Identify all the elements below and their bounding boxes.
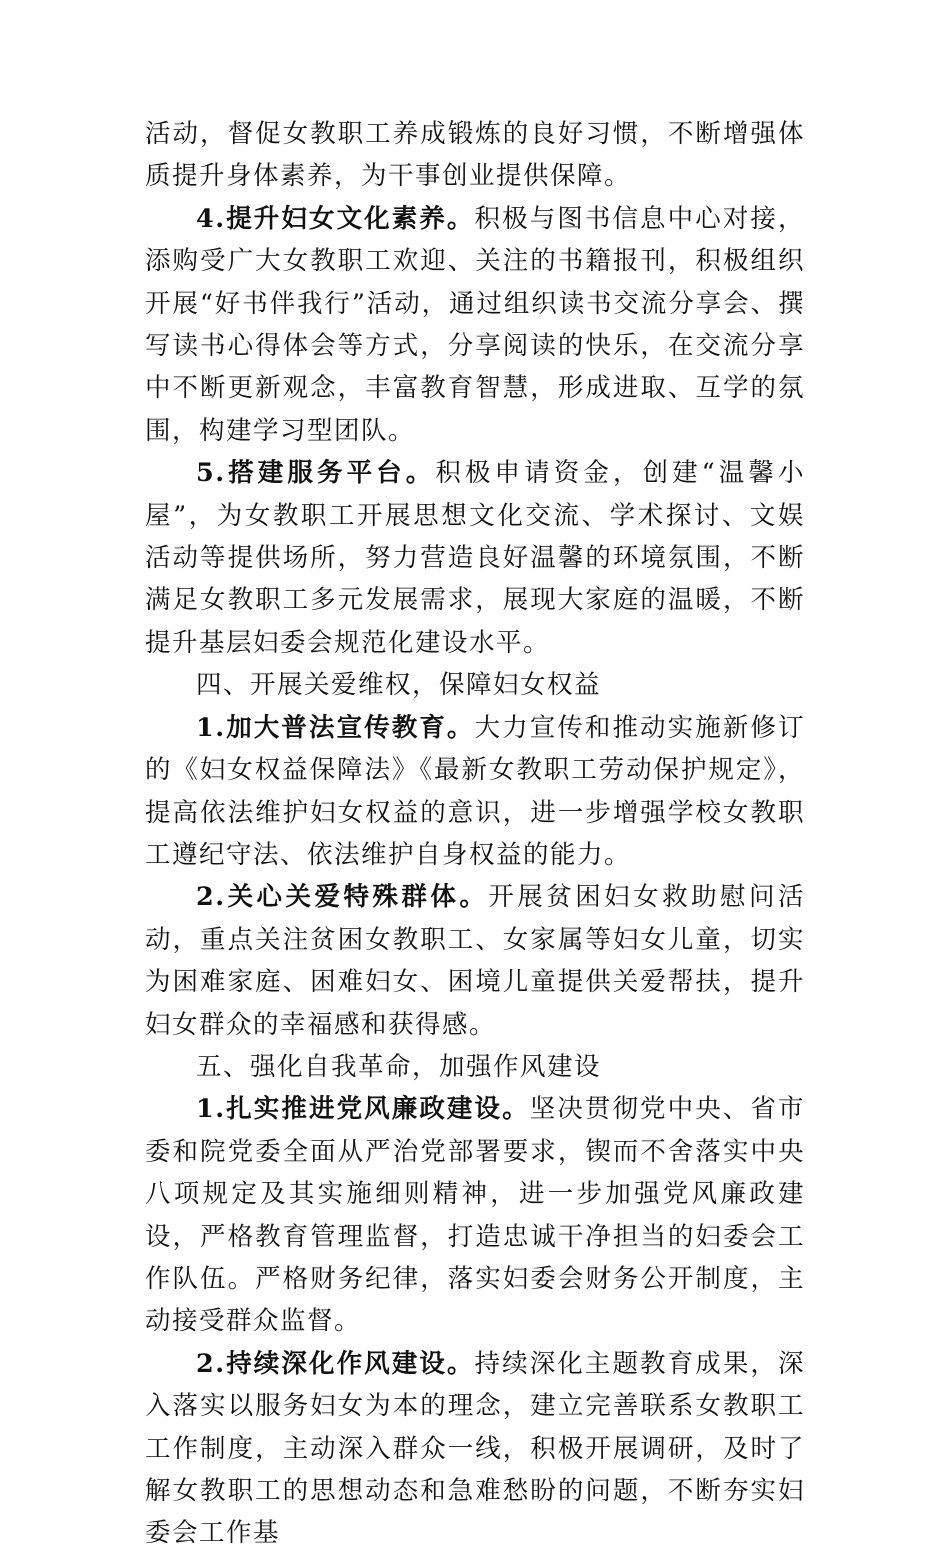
- paragraph-lead: 4.提升妇女文化素养。: [196, 203, 475, 234]
- paragraph-text: 持续深化主题教育成果，深入落实以服务妇女为本的理念，建立完善联系女教职工工作制度，主动深入群众一线，积极开展调研，及时了解女教职工的思想动态和急难愁盼的问题，不断夯实妇委会工作基: [145, 1348, 805, 1549]
- paragraph-special-groups: [145, 876, 805, 1046]
- paragraph-text: 开展贫困妇女救助慰问活动，重点关注贫困女教职工、女家属等妇女儿童，切实为困难家庭、困难妇女、困境儿童提供关爱帮扶，提升妇女群众的幸福感和获得感。: [145, 882, 805, 1040]
- paragraph-culture: [145, 198, 805, 452]
- paragraph-lead: 1.扎实推进党风廉政建设。: [196, 1094, 530, 1125]
- paragraph-text: 积极申请资金，创建“温馨小屋”，为女教职工开展思想文化交流、学术探讨、文娱活动等提供场所，努力营造良好温馨的环境氛围，不断满足女教职工多元发展需求，展现大家庭的温暖，不断提升基层妇委会规范化建设水平。: [145, 458, 805, 658]
- paragraph-text: 大力宣传和推动实施新修订的《妇女权益保障法》《最新女教职工劳动保护规定》，提高依法维护妇女权益的意识，进一步增强学校女教职工遵纪守法、依法维护自身权益的能力。: [145, 712, 805, 870]
- paragraph-service-platform: [145, 452, 805, 664]
- paragraph-text: 积极与图书信息中心对接，添购受广大女教职工欢迎、关注的书籍报刊，积极组织开展“好书伴我行”活动，通过组织读书交流分享会、撰写读书心得体会等方式，分享阅读的快乐，在交流分享中不断更新观念，丰富教育智慧，形成进取、互学的氛围，构建学习型团队。: [145, 203, 805, 446]
- paragraph-law-education: [145, 707, 805, 877]
- paragraph-text: 活动，督促女教职工养成锻炼的良好习惯，不断增强体质提升身体素养，为干事创业提供保障。: [145, 119, 805, 192]
- paragraph-integrity: [145, 1088, 805, 1342]
- document-page: [145, 113, 805, 1555]
- paragraph-lead: 2.持续深化作风建设。: [196, 1348, 475, 1379]
- section-heading-4: 四、开展关爱维权，保障妇女权益: [196, 670, 602, 701]
- paragraph-lead: 1.加大普法宣传教育。: [196, 712, 475, 743]
- paragraph-continuation: [145, 113, 805, 198]
- paragraph-lead: 5.搭建服务平台。: [196, 458, 436, 489]
- paragraph-work-style: [145, 1343, 805, 1555]
- paragraph-text: 坚决贯彻党中央、省市委和院党委全面从严治党部署要求，锲而不舍落实中央八项规定及其实施细则精神，进一步加强党风廉政建设，严格教育管理监督，打造忠诚干净担当的妇委会工作队伍。严格财务纪律，落实妇委会财务公开制度，主动接受群众监督。: [145, 1094, 805, 1337]
- paragraph-lead: 2.关心关爱特殊群体。: [196, 882, 489, 913]
- section-heading-5: 五、强化自我革命，加强作风建设: [196, 1051, 602, 1082]
